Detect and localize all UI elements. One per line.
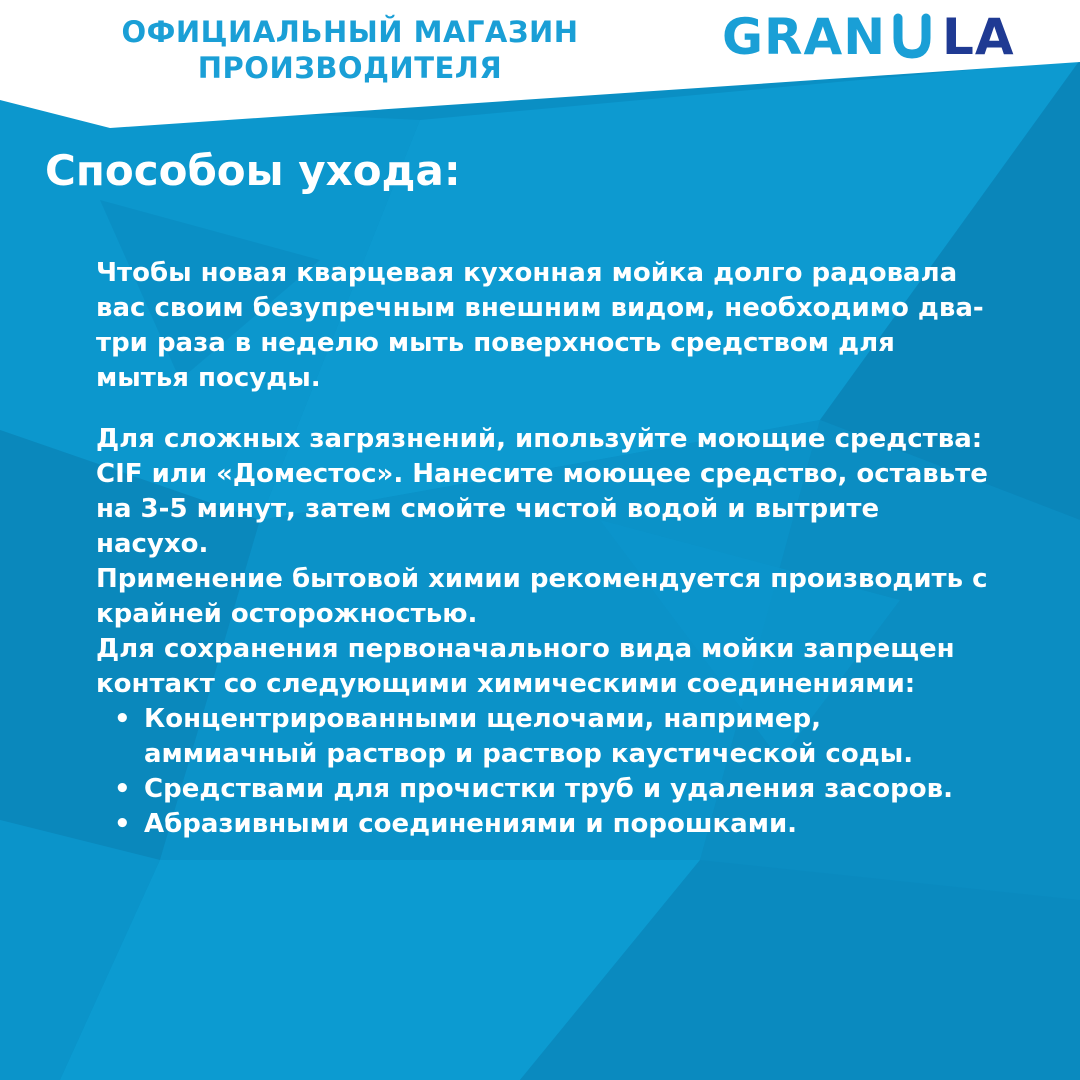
store-label-line-1: ОФИЦИАЛЬНЫЙ МАГАЗИН [121, 15, 579, 49]
paragraph-daily-care: Чтобы новая кварцевая кухонная мойка долго радовала вас своим безупречным внешним видом, необходимо два-три раза в неделю мыть поверхность средством для мытья посуды. [96, 258, 984, 393]
official-store-label [80, 14, 620, 86]
bullet-icon: • [114, 774, 131, 804]
paragraph-chemicals-caution: Применение бытовой химии рекомендуется производить с крайней осторожностью. [96, 564, 988, 629]
bullet-icon: • [114, 704, 131, 734]
svg-text:GRAN: GRAN [722, 10, 887, 60]
list-item [114, 772, 996, 807]
list-item [114, 702, 996, 772]
list-item [114, 807, 996, 842]
list-item-text: Концентрированными щелочами, например, аммиачный раствор и раствор каустической соды. [144, 704, 914, 769]
paragraph-heavy-stains: Для сложных загрязнений, ипользуйте моющие средства: CIF или «Доместос». Нанесите моющее средство, оставьте на 3-5 минут, затем смойте чистой водой и вытрите насухо. [96, 424, 988, 559]
store-label-line-2: ПРОИЗВОДИТЕЛЯ [197, 51, 503, 85]
list-item-text: Средствами для прочистки труб и удаления засоров. [144, 774, 953, 804]
list-item-text: Абразивными соединениями и порошками. [144, 809, 798, 839]
svg-text:LA: LA [942, 10, 1015, 60]
bullet-icon: • [114, 809, 131, 839]
header [0, 0, 1080, 120]
paragraph-forbidden-contact: Для сохранения первоначального вида мойки запрещен контакт со следующими химическими соединениями: [96, 634, 955, 699]
forbidden-substances-list [96, 702, 996, 842]
granula-logo [722, 10, 1032, 60]
care-instructions [96, 256, 996, 842]
page-title: Способоы ухода: [45, 146, 461, 195]
